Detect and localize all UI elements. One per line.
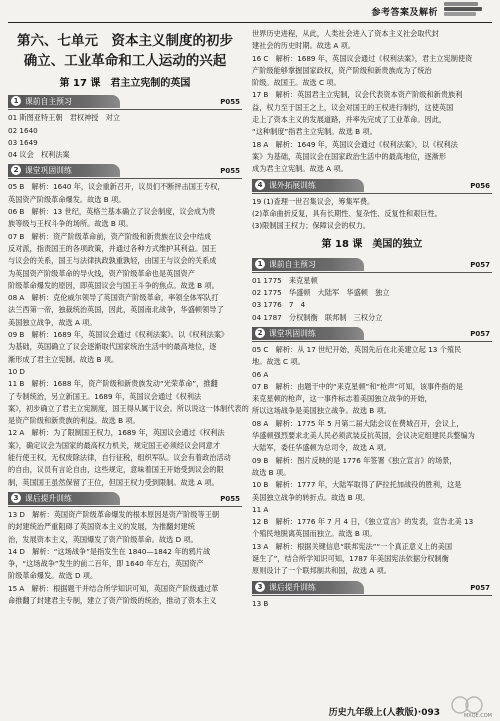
section-label: 课前自主预习 (269, 259, 316, 269)
answer-line: 华盛顿强烈要求北美人民必须武装反抗英国，会议决定组建民兵整编为 (252, 431, 475, 441)
answer-line: 07 B 解析：由题干中的“来克星顿”和“枪声”可知，该事件指的是 (252, 381, 463, 391)
answer-line: 来克星顿的枪声，这一事件标志着美国独立战争的开始， (252, 394, 432, 404)
answer-line: 阶级革命爆发的原因，即英国议会与国王斗争的焦点。故选 B 项。 (8, 280, 219, 290)
answer-line: 世界历史进程，从此，人类社会进入了资本主义社会取代封 (252, 29, 439, 38)
answer-line: 反对派，指责国王的各项政策，并通过各种方式维护其利益。国王 (8, 243, 217, 253)
section-label: 课前自主预习 (25, 97, 72, 107)
section-page: P057 (470, 329, 490, 338)
answer-line: 04 议会 权利法案 (8, 150, 70, 160)
answer-line: 14 D 解析：“这场战争”是指发生在 1840—1842 年的鸦片战 (8, 546, 211, 556)
answer-line: 英国资产阶级革命爆发。故选 B 项。 (8, 194, 126, 204)
section-page: P056 (470, 181, 490, 190)
section-page: P057 (470, 583, 490, 592)
section-number: 1 (255, 259, 265, 269)
section-after-class (8, 492, 242, 507)
answer-line: 02 1775 华盛顿 大陆军 华盛顿 独立 (252, 288, 390, 298)
lesson-17-title: 第 17 课 君主立宪制的英国 (59, 78, 191, 89)
answer-line: (3)限制国王权力；保障议会的权力。 (252, 221, 370, 231)
answer-line: 地。故选 C 项。 (252, 357, 305, 367)
after-class-answers (8, 509, 242, 607)
answer-line: 11 B 解析：1688 年，资产阶级和新贵族发动“光荣革命”，推翻 (8, 379, 218, 389)
page-footer: 历史九年级上(人教版)·093 (328, 708, 440, 718)
section-label: 课堂巩固训练 (25, 166, 72, 176)
answer-line: “这种制度”指君主立宪制。故选 B 项。 (252, 127, 377, 137)
section-class-practice-18 (252, 327, 492, 342)
answer-line: 06 B 解析：13 世纪，英格兰基本确立了议会制度，议会成为贵 (8, 207, 216, 217)
answer-line: (2)革命曲折反复，具有长期性、复杂性、反复性和艰巨性。 (252, 208, 442, 218)
answer-line: 08 A 解析：1775 年 5 月第二届大陆会议在费城召开，会议上， (252, 418, 464, 428)
answer-line: 产阶级能够掌握国家政权，资产阶级和新贵族成为了统治 (252, 65, 432, 75)
answer-line: 益，权力至于国王之上，议会对国王的王权进行制约，这使英国 (252, 102, 454, 112)
answer-line: 建社会的历史时期。故选 A 项。 (252, 41, 355, 51)
answer-line: 09 B 解析：1689 年，英国议会通过《权利法案》。以《权利法案》 (8, 330, 229, 340)
answer-line: 03 1776 7 4 (252, 300, 306, 310)
section-pre-study-18 (252, 258, 492, 273)
answer-line: 能行使王权，无权废除法律，自行征税，组织军队。议会有着政治活动 (8, 453, 231, 463)
answer-line: 案》，初步确立了君主立宪制度，国王得从属于议会。所以说这一体制代表的 (8, 403, 249, 413)
answer-line: 的自由，议员有言论自由，这些规定，意味着国王开始受到议会的限 (8, 465, 224, 475)
books-icon (444, 2, 482, 18)
section-after-class-18 (252, 581, 492, 596)
answer-line: 原则设计了一个联邦制共和国，故选 A 项。 (252, 566, 391, 576)
answer-line: 个殖民地脱离英国而独立。故选 B 项。 (252, 529, 377, 539)
answer-line: 02 1640 (8, 125, 38, 135)
answer-line: 渐形成了君主立宪制。故选 B 项。 (8, 354, 119, 364)
answer-line: 03 1649 (8, 137, 38, 147)
answer-line: 为基础，英国确立了议会逐渐取代国家统治生活中的最高地位，逐 (8, 342, 217, 352)
continued-answers (252, 28, 492, 176)
left-column (8, 28, 249, 607)
section-number: 2 (11, 165, 21, 175)
class-practice-answers (8, 181, 249, 488)
section-label: 课后提升训练 (25, 493, 72, 503)
answer-line: 命推翻了封建君主专制，建立了资产阶级的统治，推动了资本主义 (8, 595, 217, 605)
answer-line: 13 B (252, 598, 269, 608)
unit-title (8, 31, 242, 71)
answer-line: 18 A 解析：1649 年，英国议会通过《权利法案》，以《权利法 (252, 139, 458, 149)
answer-line: 争，“这场战争”发生的前二百年，即 1640 年左右，英国资产 (8, 559, 204, 569)
answer-line: 族等级与王权斗争的场所。故选 B 项。 (8, 219, 133, 229)
answer-line: 06 A (252, 369, 269, 379)
page-header (0, 0, 500, 22)
unit-title-line-2: 确立、工业革命和工人运动的兴起 (23, 53, 227, 69)
section-number: 4 (255, 180, 265, 190)
answer-line: 16 C 解析：1689 年，英国议会通过《权利法案》，君主立宪制使资 (252, 53, 473, 63)
section-number: 2 (255, 328, 265, 338)
answer-line: 成为君主立宪制。故选 A 项。 (252, 164, 348, 174)
answer-line: 13 D 解析：英国资产阶级革命爆发的根本原因是资产阶级等王朝 (8, 509, 220, 519)
section-number: 3 (255, 582, 265, 592)
watermark-text: MXQE.COM (463, 713, 492, 719)
after-class-answers-18 (252, 598, 492, 610)
answer-line: 05 C 解析：从 17 世纪开始，英国先后在北美建立起 13 个殖民 (252, 344, 462, 354)
answer-line: 法兰西第一帝，独裁统治英国，因此，英国南北战争，华盛顿领导了 (8, 305, 224, 315)
section-extension (252, 179, 492, 194)
answer-line: 17 B 解析：英国君主立宪制，议会代表资本资产阶级和新贵族利 (252, 90, 463, 100)
answer-line: 09 B 解析：图片反映的是 1776 年签署《独立宣言》的场景， (252, 455, 457, 465)
section-class-practice (8, 164, 242, 179)
answer-line: 故选 B 项。 (252, 467, 291, 477)
answer-line: 治，发展资本主义，英国爆发了资产阶级革命。故选 D 项。 (8, 534, 198, 544)
answer-line: 诞生了”，结合所学知识可知，1787 年美国宪法依据分权制衡 (252, 553, 449, 563)
answer-line: 案》，确定议会为国家的最高权力机关，规定国王必须经议会同意才 (8, 440, 221, 450)
right-column (252, 28, 492, 610)
header-title: 参考答案及解析 (371, 8, 438, 18)
answer-line: 04 1787 分权制衡 联邦制 三权分立 (252, 312, 383, 322)
answer-line: 01 斯图亚特王朝 君权神授 对立 (8, 113, 121, 123)
section-page: P055 (220, 98, 240, 107)
answer-line: 的封建统治严重阻碍了英国资本主义的发展，为推翻封建统 (8, 522, 195, 532)
section-page: P055 (220, 494, 240, 503)
class-practice-answers-18 (252, 344, 492, 578)
answer-line: 与议会的关系，国王与法律执政孰重孰轻，由国王与议会的关系成 (8, 256, 217, 266)
answer-line: 了专制统治，另立新国王。1689 年，英国议会通过《权利法 (8, 391, 202, 401)
answer-line: 07 B 解析：资产阶级革命前，资产阶级和新贵族在议会中结成 (8, 231, 212, 241)
header-rule (8, 22, 492, 23)
answer-line: 08 A 解析：克伦威尔领导了英国资产阶级革命，率领全体军队打 (8, 293, 219, 303)
answer-line: 10 D (8, 366, 25, 376)
answer-line: 是资产阶级和新贵族的利益。故选 B 项。 (8, 416, 140, 426)
answer-line: 美国独立战争的转折点。故选 B 项。 (252, 492, 370, 502)
answer-line: 所以这场战争是美国独立战争。故选 B 项。 (252, 406, 391, 416)
section-page: P057 (470, 260, 490, 269)
answer-line: 案》为基础，英国议会在国家政治生活中的最高地位，逐渐形 (252, 151, 447, 161)
section-label: 课堂巩固训练 (269, 328, 316, 338)
pre-study-answers-18 (252, 275, 492, 324)
answer-line: 12 A 解析：为了限制国王权力，1689 年，英国议会通过《权利法 (8, 428, 225, 438)
answer-line: 01 1775 来克星顿 (252, 275, 318, 285)
answer-line: 阶级。故国王。故选 C 项。 (252, 78, 341, 88)
section-label: 课后提升训练 (269, 582, 316, 592)
unit-title-line-1: 第六、七单元 资本主义制度的初步 (17, 33, 233, 49)
answer-line: 美国独立战争，故选 A 项。 (8, 317, 97, 327)
answer-line: 13 A 解析：根据关键信息“联邦宪法”“一个真正意义上的美国 (252, 541, 453, 551)
section-page: P055 (220, 167, 240, 176)
answer-line: 大陆军，委任华盛顿为总司令，故选 A 项。 (252, 443, 391, 453)
answer-line: 制，英国国王虽然保留了王位，但国王权力受到限制。故选 A 项。 (8, 477, 219, 487)
answer-line: 19 (1)查理一世召集议会，筹集军费。 (252, 196, 375, 206)
section-pre-study (8, 95, 242, 110)
answer-line: 阶级革命爆发。故选 D 项。 (8, 571, 98, 581)
pre-study-answers (8, 112, 242, 161)
answer-line: 12 B 解析：1776 年 7 月 4 日，《独立宣言》的发表，宣告北美 13 (252, 517, 474, 527)
answer-line: 为英国资产阶级革命的导火线，资产阶级革命也是英国资产 (8, 268, 195, 278)
answer-line: 11 A (252, 504, 269, 514)
answer-line: 05 B 解析：1640 年，议会重新召开，议员们不断抨击国王专权， (8, 182, 225, 192)
answer-line: 15 A 解析：根据题干并结合所学知识可知，英国资产阶级通过革 (8, 583, 219, 593)
extension-answers (252, 196, 492, 233)
section-number: 3 (11, 493, 21, 503)
lesson-18-title: 第 18 课 美国的独立 (321, 239, 423, 251)
section-number: 1 (11, 96, 21, 106)
answer-line: 10 B 解析：1777 年，大陆军取得了萨拉托加战役的胜利，这是 (252, 480, 462, 490)
section-label: 课外拓展训练 (269, 180, 316, 190)
answer-line: 走上了资本主义的发展道路，并率先完成了工业革命。因此， (252, 115, 447, 125)
